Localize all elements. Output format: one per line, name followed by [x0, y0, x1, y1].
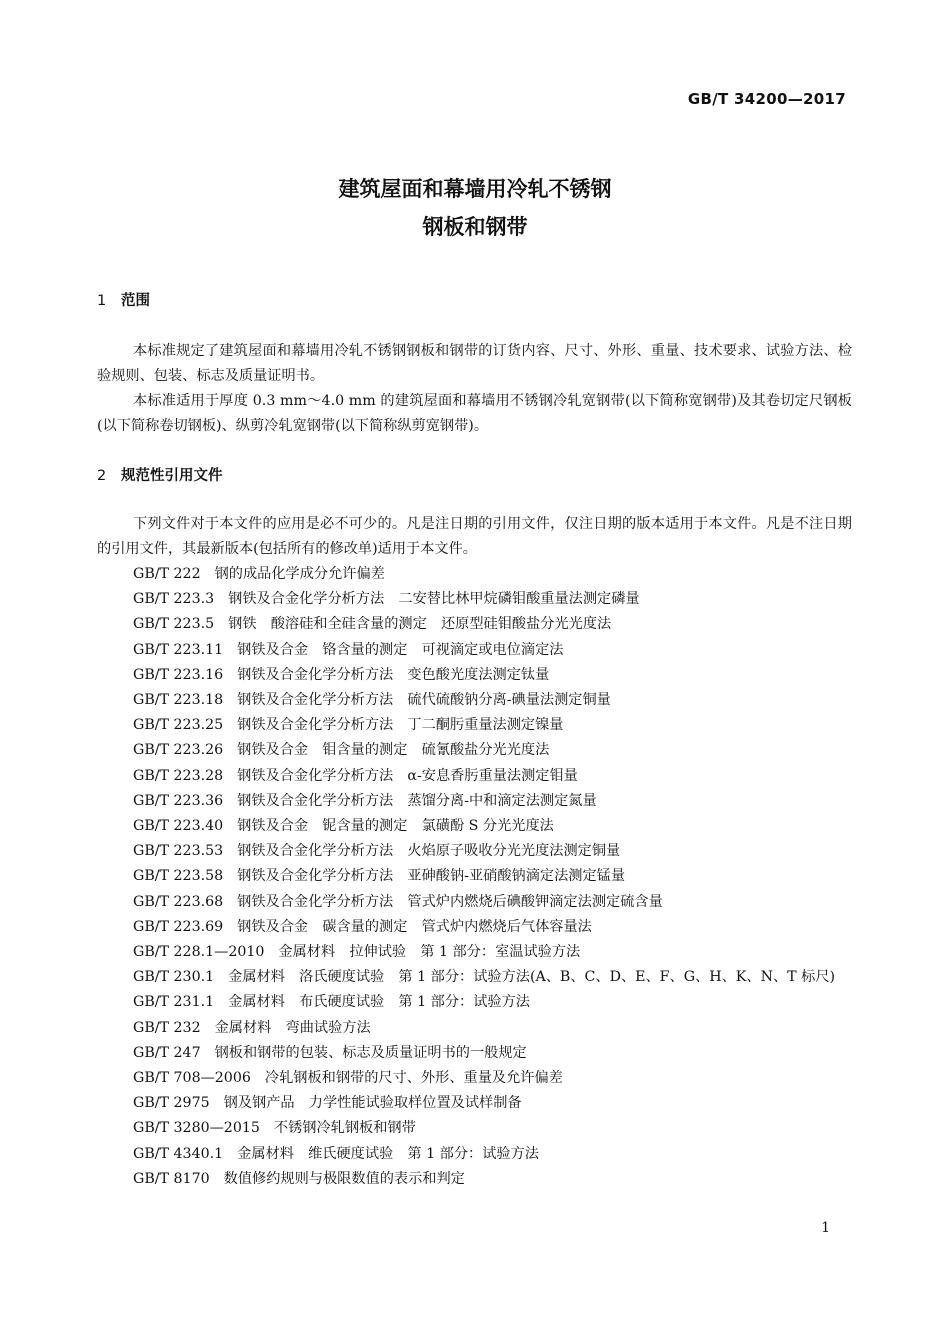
reference-title: 钢铁及合金化学分析方法 蒸馏分离-中和滴定法测定氮量: [237, 792, 597, 809]
reference-item: [97, 1066, 852, 1091]
reference-code: GB/T 223.5: [133, 616, 215, 633]
reference-title: 不锈钢冷轧钢板和钢带: [273, 1120, 416, 1137]
reference-code: GB/T 223.69: [133, 918, 224, 935]
reference-title: 钢铁及合金化学分析方法 二安替比林甲烷磷钼酸重量法测定磷量: [228, 591, 640, 608]
section-2-number: 2: [97, 468, 107, 484]
reference-title: 金属材料 弯曲试验方法: [214, 1019, 371, 1036]
reference-item: [97, 764, 852, 789]
reference-item: [97, 915, 852, 940]
reference-title: 钢铁 酸溶硅和全硅含量的测定 还原型硅钼酸盐分光光度法: [228, 616, 612, 633]
reference-item: [97, 1167, 852, 1192]
reference-code: GB/T 223.11: [133, 641, 224, 658]
reference-item: [97, 990, 852, 1015]
reference-code: GB/T 232: [133, 1019, 201, 1036]
reference-code: GB/T 223.68: [133, 893, 224, 910]
reference-code: GB/T 223.58: [133, 868, 224, 885]
reference-code: GB/T 223.25: [133, 717, 224, 734]
scope-paragraph-1: 本标准规定了建筑屋面和幕墙用冷轧不锈钢钢板和钢带的订货内容、尺寸、外形、重量、技术要求、试验方法、检验规则、包装、标志及质量证明书。: [97, 343, 852, 385]
reference-code: GB/T 230.1: [133, 969, 215, 986]
reference-code: GB/T 708—2006: [133, 1070, 251, 1087]
reference-item: [97, 965, 852, 990]
title-line-2: 钢板和钢带: [422, 215, 528, 239]
reference-title: 钢铁及合金 碳含量的测定 管式炉内燃烧后气体容量法: [237, 918, 592, 935]
reference-title: 钢铁及合金化学分析方法 α-安息香肟重量法测定钼量: [237, 767, 578, 784]
section-1-title: 范围: [121, 293, 150, 309]
reference-item: [97, 612, 852, 637]
reference-item: [97, 713, 852, 738]
reference-title: 金属材料 洛氏硬度试验 第 1 部分：试验方法(A、B、C、D、E、F、G、H、K、N、T 标尺): [228, 969, 836, 986]
reference-title: 金属材料 维氏硬度试验 第 1 部分：试验方法: [237, 1145, 539, 1162]
reference-title: 钢铁及合金化学分析方法 丁二酮肟重量法测定镍量: [237, 717, 564, 734]
normative-references-intro: 下列文件对于本文件的应用是必不可少的。凡是注日期的引用文件，仅注日期的版本适用于本文件。凡是不注日期的引用文件，其最新版本(包括所有的修改单)适用于本文件。: [97, 516, 852, 558]
document-title: [0, 170, 950, 246]
scope-paragraph-2: 本标准适用于厚度 0.3 mm～4.0 mm 的建筑屋面和幕墙用不锈钢冷轧宽钢带(以下简称宽钢带)及其卷切定尺钢板(以下简称卷切钢板)、纵剪冷轧宽钢带(以下简称纵剪宽钢带)。: [97, 393, 852, 435]
reference-title: 数值修约规则与极限数值的表示和判定: [223, 1170, 465, 1187]
reference-item: [97, 789, 852, 814]
page-number: 1: [821, 1220, 830, 1236]
reference-title: 钢铁及合金 铌含量的测定 氯磺酚 S 分光光度法: [237, 818, 554, 835]
reference-code: GB/T 231.1: [133, 994, 215, 1011]
reference-item: [97, 890, 852, 915]
reference-title: 钢铁及合金 钼含量的测定 硫氰酸盐分光光度法: [237, 742, 550, 759]
section-2-heading: [97, 464, 223, 485]
reference-code: GB/T 222: [133, 566, 201, 582]
reference-item: [97, 1142, 852, 1167]
reference-item: [97, 940, 852, 965]
reference-item: [97, 814, 852, 839]
reference-code: GB/T 223.26: [133, 742, 224, 759]
reference-code: GB/T 228.1—2010: [133, 944, 265, 961]
standard-number: GB/T 34200—2017: [687, 90, 846, 108]
reference-title: 钢的成品化学成分允许偏差: [214, 566, 385, 582]
reference-title: 冷轧钢板和钢带的尺寸、外形、重量及允许偏差: [264, 1070, 563, 1087]
reference-item: [97, 638, 852, 663]
reference-item: [97, 1016, 852, 1041]
reference-title: 钢铁及合金化学分析方法 亚砷酸钠-亚硝酸钠滴定法测定锰量: [237, 868, 626, 885]
section-2-title: 规范性引用文件: [121, 468, 223, 484]
title-line-1: 建筑屋面和幕墙用冷轧不锈钢: [338, 177, 612, 201]
section-1-number: 1: [97, 293, 107, 309]
reference-item: [97, 587, 852, 612]
reference-item: [97, 688, 852, 713]
reference-item: [97, 864, 852, 889]
reference-item: [97, 1091, 852, 1116]
reference-code: GB/T 3280—2015: [133, 1120, 260, 1137]
reference-title: 钢铁及合金化学分析方法 变色酸光度法测定钛量: [237, 666, 550, 683]
reference-code: GB/T 4340.1: [133, 1145, 224, 1162]
reference-item: [97, 738, 852, 763]
reference-title: 钢及钢产品 力学性能试验取样位置及试样制备: [223, 1095, 522, 1112]
reference-code: GB/T 8170: [133, 1170, 210, 1187]
reference-item: [97, 663, 852, 688]
reference-code: GB/T 223.36: [133, 792, 224, 809]
reference-code: GB/T 223.18: [133, 692, 224, 709]
reference-code: GB/T 223.53: [133, 843, 224, 860]
reference-code: GB/T 223.40: [133, 818, 224, 835]
reference-code: GB/T 223.16: [133, 666, 224, 683]
reference-title: 金属材料 拉伸试验 第 1 部分：室温试验方法: [278, 944, 581, 961]
reference-code: GB/T 2975: [133, 1095, 210, 1112]
reference-code: GB/T 223.28: [133, 767, 224, 784]
reference-title: 钢铁及合金 铬含量的测定 可视滴定或电位滴定法: [237, 641, 564, 658]
reference-item: [97, 1116, 852, 1141]
reference-title: 钢铁及合金化学分析方法 管式炉内燃烧后碘酸钾滴定法测定硫含量: [237, 893, 663, 910]
reference-title: 钢铁及合金化学分析方法 火焰原子吸收分光光度法测定铜量: [237, 843, 621, 860]
reference-title: 金属材料 布氏硬度试验 第 1 部分：试验方法: [228, 994, 530, 1011]
reference-item: [97, 1041, 852, 1066]
reference-title: 钢铁及合金化学分析方法 硫代硫酸钠分离-碘量法测定铜量: [237, 692, 611, 709]
section-1-heading: [97, 289, 150, 310]
reference-list: [97, 562, 852, 1192]
reference-item: [97, 562, 852, 587]
reference-code: GB/T 247: [133, 1044, 201, 1061]
reference-item: [97, 839, 852, 864]
reference-title: 钢板和钢带的包装、标志及质量证明书的一般规定: [214, 1044, 527, 1061]
reference-code: GB/T 223.3: [133, 591, 215, 608]
